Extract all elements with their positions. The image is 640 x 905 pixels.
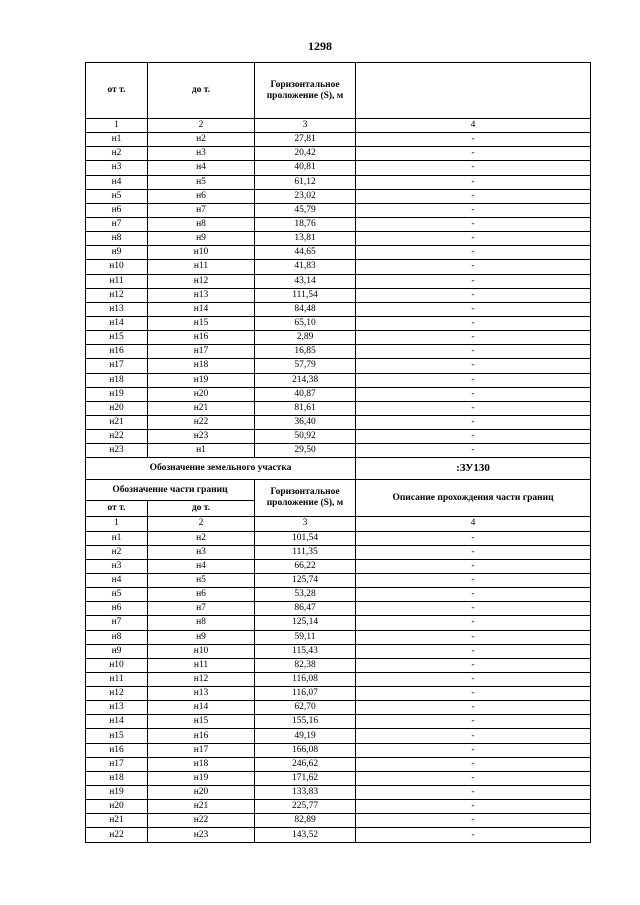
to-point: н1 [148,444,255,458]
boundary-table-body [86,63,591,843]
table-row [86,232,591,246]
from-point: н7 [86,616,148,630]
description-value: - [356,430,591,444]
table-row [86,687,591,701]
from-point: н3 [86,559,148,573]
distance-value: 59,11 [255,630,356,644]
from-point: н7 [86,217,148,231]
distance-value: 81,61 [255,401,356,415]
description-value: - [356,175,591,189]
to-point: н11 [148,260,255,274]
description-value: - [356,217,591,231]
to-point: н7 [148,203,255,217]
from-point: н5 [86,588,148,602]
table2-header-row [86,480,591,501]
to-point: н12 [148,672,255,686]
description-value: - [356,729,591,743]
description-value: - [356,573,591,587]
description-value: - [356,687,591,701]
distance-value: 57,79 [255,359,356,373]
table-row [86,345,591,359]
to-point: н10 [148,644,255,658]
distance-value: 23,02 [255,189,356,203]
distance-value: 155,16 [255,715,356,729]
description-value: - [356,161,591,175]
description-value: - [356,658,591,672]
table-row [86,729,591,743]
table-row [86,743,591,757]
to-point: н20 [148,387,255,401]
to-point: н7 [148,602,255,616]
distance-value: 101,54 [255,531,356,545]
description-value: - [356,331,591,345]
from-point: н22 [86,828,148,842]
from-point: н19 [86,387,148,401]
to-point: н17 [148,743,255,757]
table-row [86,274,591,288]
to-point: н3 [148,147,255,161]
distance-value: 13,81 [255,232,356,246]
col-number: 1 [86,517,148,531]
to-point: н5 [148,573,255,587]
table-row [86,316,591,330]
col-number: 2 [148,119,255,133]
from-point: н21 [86,415,148,429]
table-row [86,616,591,630]
table-row [86,701,591,715]
to-point: н9 [148,232,255,246]
to-point: н16 [148,331,255,345]
table-row [86,814,591,828]
to-point: н6 [148,189,255,203]
col-number: 3 [255,119,356,133]
from-point: н9 [86,246,148,260]
distance-value: 44,65 [255,246,356,260]
description-value: - [356,246,591,260]
from-point: н2 [86,147,148,161]
description-value: - [356,531,591,545]
description-value: - [356,232,591,246]
table-row [86,573,591,587]
table-row [86,672,591,686]
from-point: н18 [86,771,148,785]
from-point: н17 [86,359,148,373]
to-point: н3 [148,545,255,559]
description-value: - [356,288,591,302]
from-point: н5 [86,189,148,203]
header-distance: Горизонтальное проложение (S), м [255,480,356,517]
distance-value: 45,79 [255,203,356,217]
to-point: н19 [148,771,255,785]
from-point: н11 [86,672,148,686]
to-point: н17 [148,345,255,359]
from-point: н14 [86,715,148,729]
boundary-table [85,62,591,843]
to-point: н22 [148,814,255,828]
to-point: н2 [148,531,255,545]
to-point: н20 [148,786,255,800]
from-point: н21 [86,814,148,828]
table-row [86,545,591,559]
distance-value: 18,76 [255,217,356,231]
description-value: - [356,189,591,203]
description-value: - [356,602,591,616]
from-point: н3 [86,161,148,175]
table-row [86,630,591,644]
to-point: н14 [148,302,255,316]
header-description [356,63,591,119]
table-row [86,387,591,401]
from-point: н19 [86,786,148,800]
description-value: - [356,401,591,415]
distance-value: 40,87 [255,387,356,401]
table-row [86,602,591,616]
table-row [86,644,591,658]
distance-value: 143,52 [255,828,356,842]
to-point: н8 [148,616,255,630]
to-point: н23 [148,430,255,444]
description-value: - [356,373,591,387]
table-row [86,217,591,231]
distance-value: 49,19 [255,729,356,743]
to-point: н2 [148,133,255,147]
distance-value: 225,77 [255,800,356,814]
from-point: н4 [86,175,148,189]
col-number: 1 [86,119,148,133]
distance-value: 82,89 [255,814,356,828]
from-point: н22 [86,430,148,444]
table2-column-numbers [86,517,591,531]
table-row [86,444,591,458]
to-point: н21 [148,800,255,814]
to-point: н18 [148,757,255,771]
from-point: н6 [86,203,148,217]
distance-value: 62,70 [255,701,356,715]
description-value: - [356,444,591,458]
description-value: - [356,757,591,771]
table-row [86,828,591,842]
header-description: Описание прохождения части границ [356,480,591,517]
parcel-value: :ЗУ130 [356,458,591,480]
table-row [86,246,591,260]
from-point: н6 [86,602,148,616]
from-point: н13 [86,701,148,715]
description-value: - [356,415,591,429]
header-boundary-part: Обозначение части границ [86,480,255,501]
table-row [86,331,591,345]
page-number: 1298 [308,39,332,53]
from-point: н15 [86,331,148,345]
description-value: - [356,672,591,686]
distance-value: 111,35 [255,545,356,559]
to-point: н5 [148,175,255,189]
table-row [86,771,591,785]
distance-value: 125,14 [255,616,356,630]
header-distance: Горизонтальное проложение (S), м [255,63,356,119]
to-point: н4 [148,161,255,175]
description-value: - [356,359,591,373]
to-point: н15 [148,715,255,729]
table-row [86,800,591,814]
distance-value: 166,08 [255,743,356,757]
from-point: н18 [86,373,148,387]
distance-value: 29,50 [255,444,356,458]
to-point: н14 [148,701,255,715]
description-value: - [356,545,591,559]
from-point: н4 [86,573,148,587]
distance-value: 36,40 [255,415,356,429]
from-point: н14 [86,316,148,330]
table1-column-numbers [86,119,591,133]
distance-value: 246,62 [255,757,356,771]
header-from: от т. [86,501,148,517]
description-value: - [356,274,591,288]
distance-value: 41,83 [255,260,356,274]
description-value: - [356,345,591,359]
distance-value: 125,74 [255,573,356,587]
to-point: н15 [148,316,255,330]
distance-value: 115,43 [255,644,356,658]
col-number: 2 [148,517,255,531]
table-row [86,757,591,771]
from-point: н15 [86,729,148,743]
from-point: н16 [86,743,148,757]
from-point: н17 [86,757,148,771]
distance-value: 66,22 [255,559,356,573]
description-value: - [356,203,591,217]
description-value: - [356,800,591,814]
description-value: - [356,814,591,828]
description-value: - [356,715,591,729]
table-row [86,147,591,161]
description-value: - [356,616,591,630]
distance-value: 133,83 [255,786,356,800]
parcel-row [86,458,591,480]
distance-value: 84,48 [255,302,356,316]
table-row [86,588,591,602]
from-point: н10 [86,658,148,672]
to-point: н11 [148,658,255,672]
table-row [86,531,591,545]
table1-header-row [86,63,591,119]
from-point: н13 [86,302,148,316]
distance-value: 20,42 [255,147,356,161]
col-number: 4 [356,119,591,133]
header-from: от т. [86,63,148,119]
description-value: - [356,387,591,401]
table-row [86,189,591,203]
table-row [86,430,591,444]
from-point: н8 [86,630,148,644]
from-point: н1 [86,531,148,545]
to-point: н16 [148,729,255,743]
table-row [86,161,591,175]
distance-value: 171,62 [255,771,356,785]
from-point: н2 [86,545,148,559]
description-value: - [356,644,591,658]
distance-value: 116,07 [255,687,356,701]
distance-value: 111,54 [255,288,356,302]
distance-value: 43,14 [255,274,356,288]
description-value: - [356,133,591,147]
parcel-label: Обозначение земельного участка [86,458,356,480]
distance-value: 214,38 [255,373,356,387]
table-row [86,415,591,429]
table-row [86,715,591,729]
to-point: н8 [148,217,255,231]
from-point: н16 [86,345,148,359]
to-point: н19 [148,373,255,387]
table-row [86,175,591,189]
table-row [86,373,591,387]
to-point: н10 [148,246,255,260]
description-value: - [356,316,591,330]
distance-value: 50,92 [255,430,356,444]
description-value: - [356,147,591,161]
description-value: - [356,260,591,274]
to-point: н21 [148,401,255,415]
description-value: - [356,786,591,800]
col-number: 3 [255,517,356,531]
table-row [86,302,591,316]
distance-value: 27,81 [255,133,356,147]
table-row [86,203,591,217]
distance-value: 16,85 [255,345,356,359]
table-row [86,260,591,274]
to-point: н13 [148,687,255,701]
from-point: н23 [86,444,148,458]
header-to: до т. [148,63,255,119]
col-number: 4 [356,517,591,531]
description-value: - [356,302,591,316]
from-point: н11 [86,274,148,288]
header-to: до т. [148,501,255,517]
description-value: - [356,588,591,602]
to-point: н22 [148,415,255,429]
to-point: н9 [148,630,255,644]
description-value: - [356,630,591,644]
table-row [86,133,591,147]
table-row [86,288,591,302]
distance-value: 40,81 [255,161,356,175]
distance-value: 61,12 [255,175,356,189]
distance-value: 86,47 [255,602,356,616]
description-value: - [356,828,591,842]
from-point: н8 [86,232,148,246]
table-row [86,559,591,573]
from-point: н12 [86,288,148,302]
from-point: н20 [86,401,148,415]
to-point: н23 [148,828,255,842]
table-row [86,658,591,672]
to-point: н4 [148,559,255,573]
table-row [86,786,591,800]
from-point: н1 [86,133,148,147]
to-point: н6 [148,588,255,602]
distance-value: 82,38 [255,658,356,672]
description-value: - [356,701,591,715]
to-point: н13 [148,288,255,302]
table-row [86,401,591,415]
to-point: н12 [148,274,255,288]
to-point: н18 [148,359,255,373]
distance-value: 65,10 [255,316,356,330]
distance-value: 2,89 [255,331,356,345]
description-value: - [356,743,591,757]
description-value: - [356,559,591,573]
table-row [86,359,591,373]
from-point: н10 [86,260,148,274]
from-point: н20 [86,800,148,814]
distance-value: 116,08 [255,672,356,686]
description-value: - [356,771,591,785]
from-point: н12 [86,687,148,701]
distance-value: 53,28 [255,588,356,602]
from-point: н9 [86,644,148,658]
